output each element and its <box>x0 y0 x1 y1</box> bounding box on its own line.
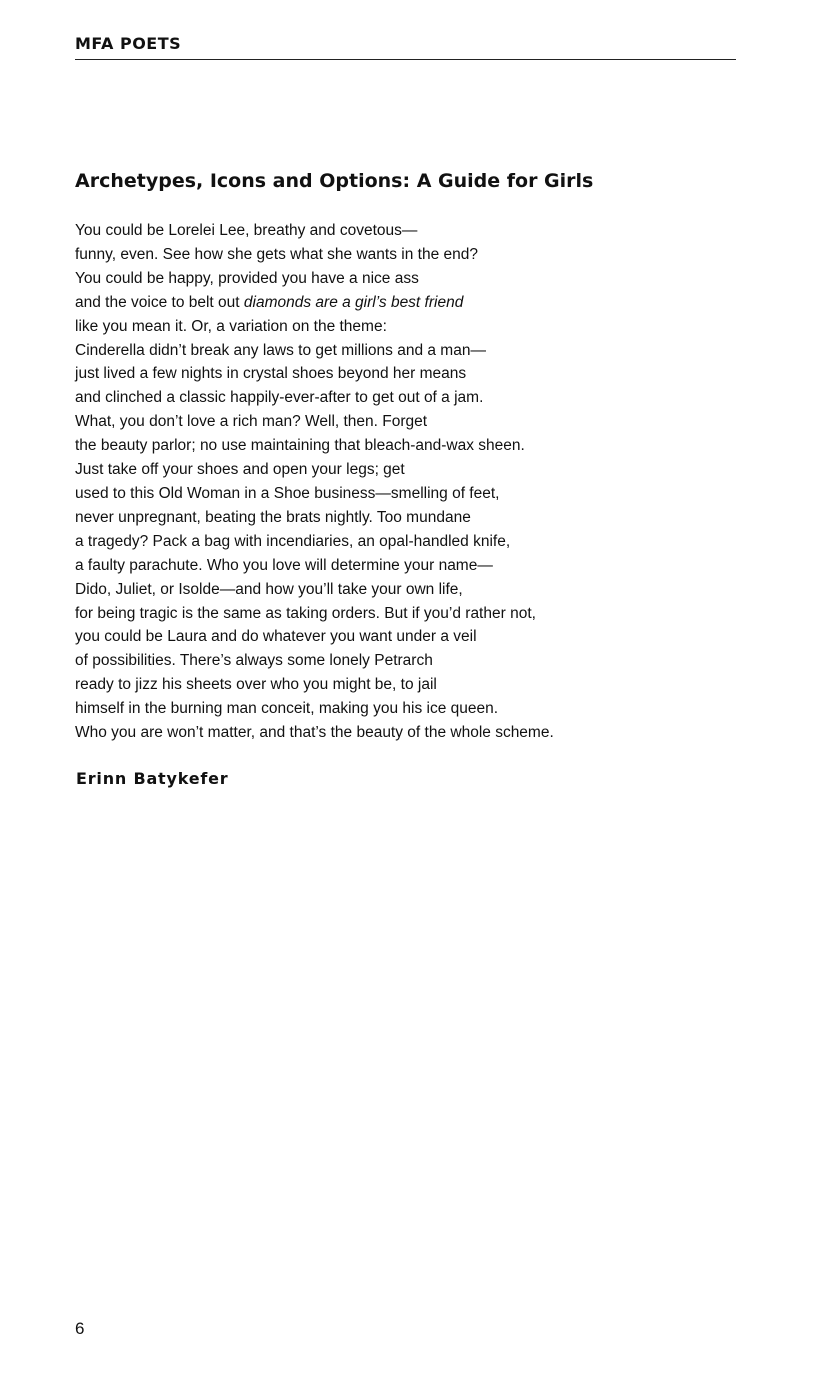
poem-line: Cinderella didn’t break any laws to get millions and a man— <box>75 341 486 359</box>
poem-line-italic-text: diamonds are a girl’s best friend <box>243 293 464 311</box>
poem-line: for being tragic is the same as taking orders. But if you’d rather not, <box>75 604 536 622</box>
poem-line: like you mean it. Or, a variation on the theme: <box>75 317 387 335</box>
poem-line-text: and the voice to belt out <box>75 293 244 311</box>
poem-line: You could be happy, provided you have a nice ass <box>75 269 419 287</box>
poem-line: a faulty parachute. Who you love will determine your name— <box>75 556 493 574</box>
poem-line: Dido, Juliet, or Isolde—and how you’ll take your own life, <box>75 580 463 598</box>
poem-author: Erinn Batykefer <box>76 769 229 788</box>
page-number: 6 <box>75 1319 85 1338</box>
poem-line: you could be Laura and do whatever you want under a veil <box>75 628 477 646</box>
poem-line: Who you are won’t matter, and that’s the beauty of the whole scheme. <box>75 724 554 742</box>
poem-line <box>75 291 554 315</box>
poem-line: What, you don’t love a rich man? Well, then. Forget <box>75 413 428 431</box>
poem-line: You could be Lorelei Lee, breathy and covetous— <box>75 222 418 239</box>
poem-line: a tragedy? Pack a bag with incendiaries, an opal-handled knife, <box>75 532 511 550</box>
poem-line: ready to jizz his sheets over who you might be, to jail <box>75 676 437 694</box>
running-head: MFA POETS <box>75 34 182 53</box>
poem-body <box>75 219 554 745</box>
poem-line: himself in the burning man conceit, making you his ice queen. <box>75 700 499 718</box>
poem-title: Archetypes, Icons and Options: A Guide for Girls <box>75 170 594 192</box>
poem-line: used to this Old Woman in a Shoe business—smelling of feet, <box>75 484 500 502</box>
poem-line: and clinched a classic happily-ever-after to get out of a jam. <box>75 389 484 407</box>
poem-line: just lived a few nights in crystal shoes beyond her means <box>75 365 467 383</box>
poem-line: the beauty parlor; no use maintaining that bleach-and-wax sheen. <box>75 437 525 455</box>
poem-line: Just take off your shoes and open your legs; get <box>75 461 405 479</box>
poem-line: of possibilities. There’s always some lonely Petrarch <box>75 652 433 670</box>
header-rule <box>75 59 736 60</box>
poem-line: never unpregnant, beating the brats nightly. Too mundane <box>75 508 471 526</box>
poem-line: funny, even. See how she gets what she wants in the end? <box>75 245 478 263</box>
